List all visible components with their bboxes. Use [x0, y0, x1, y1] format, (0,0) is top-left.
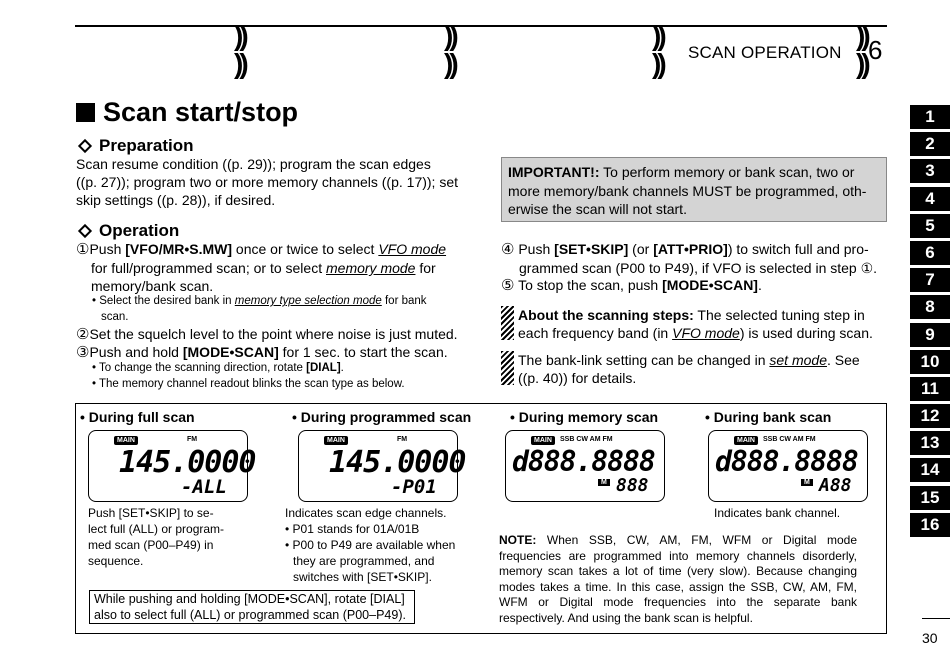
operation-heading-text: Operation [99, 221, 180, 240]
chapter-tab-8[interactable]: 8 [910, 295, 950, 319]
about-label: About the scanning steps: [518, 307, 694, 323]
banklink-text: . See [826, 352, 860, 368]
main-tag: MAIN [734, 436, 758, 445]
about-text: The selected tuning step in [693, 307, 865, 323]
important-box [501, 157, 887, 222]
step-text: memory/bank scan. [91, 278, 214, 294]
chapter-tab-5[interactable]: 5 [910, 214, 950, 238]
operation-heading [76, 221, 179, 241]
chapter-tab-10[interactable]: 10 [910, 350, 950, 374]
mode-tags: SSB CW AM FM [763, 436, 816, 443]
header-rule [75, 25, 887, 27]
chapter-tab-14[interactable]: 14 [910, 458, 950, 482]
page-number-rule [922, 618, 950, 619]
bank-scan-caption: Indicates bank channel. [714, 506, 841, 520]
note-text: for bank [381, 295, 427, 307]
bank-readout: A88 [819, 475, 852, 496]
programmed-scan-caption [285, 505, 470, 585]
main-tag: MAIN [531, 436, 555, 445]
mode-link: memory mode [326, 260, 416, 276]
key-label: [MODE•SCAN] [662, 277, 758, 293]
fm-tag: FM [187, 436, 198, 443]
diamond-icon [78, 139, 92, 153]
step-text: . [757, 277, 762, 293]
full-scan-caption [88, 505, 233, 569]
chapter-tab-1[interactable]: 1 [910, 105, 950, 129]
chapter-tab-11[interactable]: 11 [910, 377, 950, 401]
note-text: When SSB, CW, AM, FM, WFM or Digital mode frequencies are programmed into memory channels disorderly, memory scan takes a lot of time (very slow). Because changing modes takes a time. In this case, assign the SSB, CW, AM, FM, WFM or Digital mode frequencies into the separate bank respectively. And using the bank scan is helpful. [499, 533, 857, 625]
step-text: ) to switch full and pro- [727, 241, 869, 257]
frequency-readout: 145.0000 [119, 445, 256, 480]
channel-readout: 888 [616, 475, 649, 496]
step-text: Push [89, 241, 126, 257]
step-number: ④ [501, 241, 515, 258]
step-number: ③ [76, 344, 90, 361]
caption-line: sequence. [88, 554, 144, 568]
chapter-number: 6 [868, 35, 883, 65]
chapter-tab-3[interactable]: 3 [910, 159, 950, 183]
main-tag: MAIN [324, 436, 348, 445]
lcd-display-memory [505, 430, 665, 502]
key-label: [DIAL] [306, 362, 341, 374]
operation-step-5 [501, 276, 889, 295]
diamond-icon [78, 224, 92, 238]
note-text: • Select the desired bank in [92, 295, 235, 307]
step-text: once or twice to select [232, 241, 379, 257]
square-bullet-icon [76, 103, 95, 122]
caption-line: they are programmed, and [293, 554, 435, 568]
blink-bracket-icon: )) )) [856, 20, 867, 79]
hatch-icon [501, 306, 514, 340]
mode-tags: SSB CW AM FM [560, 436, 613, 443]
step-text: Push [514, 241, 555, 257]
hatch-icon [501, 351, 514, 385]
bank-scan-label: • During bank scan [705, 409, 832, 425]
tip-line: While pushing and holding [MODE•SCAN], rotate [DIAL] [94, 592, 405, 606]
chapter-tab-13[interactable]: 13 [910, 431, 950, 455]
caption-line: • P00 to P49 are available when [285, 538, 456, 552]
memory-indicator: M [598, 479, 610, 486]
preparation-line: ((p. 27)); program two or more memory channels ((p. 17)); set [76, 174, 459, 190]
preparation-line: Scan resume condition ((p. 29)); program the scan edges [76, 156, 431, 172]
programmed-scan-label: • During programmed scan [292, 409, 472, 425]
caption-line: med scan (P00–P49) in [88, 538, 214, 552]
scan-select-tip-box [89, 590, 415, 624]
caption-line: Push [SET•SKIP] to se- [88, 506, 214, 520]
note-label: NOTE: [499, 533, 537, 547]
mode-link: memory type selection mode [234, 295, 382, 307]
mode-link: VFO mode [672, 325, 740, 341]
about-text: each frequency band (in [518, 325, 673, 341]
banklink-text: ((p. 40)) for details. [518, 370, 637, 386]
scan-type-readout: -P01 [391, 476, 437, 498]
key-label: [MODE•SCAN] [182, 344, 279, 360]
fm-tag: FM [397, 436, 408, 443]
frequency-readout: d888.8888 [715, 445, 858, 478]
about-scanning-steps [501, 306, 889, 342]
frequency-readout: d888.8888 [512, 445, 655, 478]
caption-line: switches with [SET•SKIP]. [293, 570, 432, 584]
scan-type-readout: -ALL [181, 476, 227, 498]
step-number: ⑤ [501, 277, 515, 294]
note-text: scan. [101, 311, 129, 323]
key-label: [ATT•PRIO] [653, 241, 728, 257]
blink-bracket-icon: )) )) [234, 20, 245, 79]
header-title: SCAN OPERATION [688, 43, 842, 62]
chapter-tab-16[interactable]: 16 [910, 513, 950, 537]
important-text: To perform memory or bank scan, two or more memory/bank channels MUST be programmed, oth-erwise the scan will not start. [508, 164, 867, 217]
chapter-tab-9[interactable]: 9 [910, 323, 950, 347]
step-text: Set the squelch level to the point where noise is just muted. [89, 326, 458, 342]
key-label: [VFO/MR•S.MW] [125, 241, 233, 257]
note-text: • The memory channel readout blinks the scan type as below. [92, 378, 405, 390]
step-1-note [92, 293, 464, 325]
step-text: for [415, 260, 436, 276]
page-number: 30 [922, 630, 938, 646]
step-text: Push and hold [89, 344, 183, 360]
mode-link: set mode [769, 352, 827, 368]
note-block [499, 533, 857, 626]
chapter-tab-7[interactable]: 7 [910, 268, 950, 292]
mode-link: VFO mode [378, 241, 447, 257]
preparation-line: skip settings ((p. 28)), if desired. [76, 192, 276, 208]
banklink-text: The bank-link setting can be changed in [518, 352, 770, 368]
chapter-tab-6[interactable]: 6 [910, 241, 950, 265]
frequency-readout: 145.0000 [329, 445, 466, 480]
chapter-tabs [910, 105, 950, 540]
important-label: IMPORTANT!: [508, 164, 600, 180]
step-text: for full/programmed scan; or to select [91, 260, 326, 276]
section-title-text: Scan start/stop [103, 97, 299, 127]
operation-step-2 [76, 325, 466, 344]
caption-line: • P01 stands for 01A/01B [285, 522, 420, 536]
tip-line: also to select full (ALL) or programmed scan (P00–P49). [94, 607, 406, 622]
note-text: . [340, 362, 344, 374]
preparation-text [76, 155, 462, 209]
chapter-tab-4[interactable]: 4 [910, 187, 950, 211]
preparation-heading-text: Preparation [99, 136, 194, 155]
step-3-notes [92, 360, 464, 392]
full-scan-label: • During full scan [80, 409, 195, 425]
step-text: for 1 sec. to start the scan. [278, 344, 448, 360]
lcd-display-programmed [298, 430, 466, 502]
step-text: (or [628, 241, 654, 257]
section-title [76, 97, 298, 128]
chapter-tab-2[interactable]: 2 [910, 132, 950, 156]
note-text: • To change the scanning direction, rotate [92, 362, 307, 374]
caption-line: Indicates scan edge channels. [285, 506, 447, 520]
caption-line: lect full (ALL) or program- [88, 522, 225, 536]
blink-bracket-icon: )) )) [652, 20, 663, 79]
main-tag: MAIN [114, 436, 138, 445]
key-label: [SET•SKIP] [554, 241, 629, 257]
chapter-tab-15[interactable]: 15 [910, 486, 950, 510]
operation-step-4 [501, 240, 889, 277]
preparation-heading [76, 136, 193, 156]
step-number: ① [76, 241, 90, 258]
chapter-tab-12[interactable]: 12 [910, 404, 950, 428]
operation-step-1 [76, 240, 466, 295]
memory-indicator: M [801, 479, 813, 486]
lcd-display-bank [708, 430, 868, 502]
blink-bracket-icon: )) )) [444, 20, 455, 79]
bank-link-note [501, 351, 889, 387]
step-text: grammed scan (P00 to P49), if VFO is selected in step ①. [519, 260, 878, 276]
step-number: ② [76, 326, 90, 343]
about-text: ) is used during scan. [739, 325, 873, 341]
step-text: To stop the scan, push [514, 277, 663, 293]
memory-scan-label: • During memory scan [510, 409, 659, 425]
lcd-display-full [88, 430, 256, 502]
